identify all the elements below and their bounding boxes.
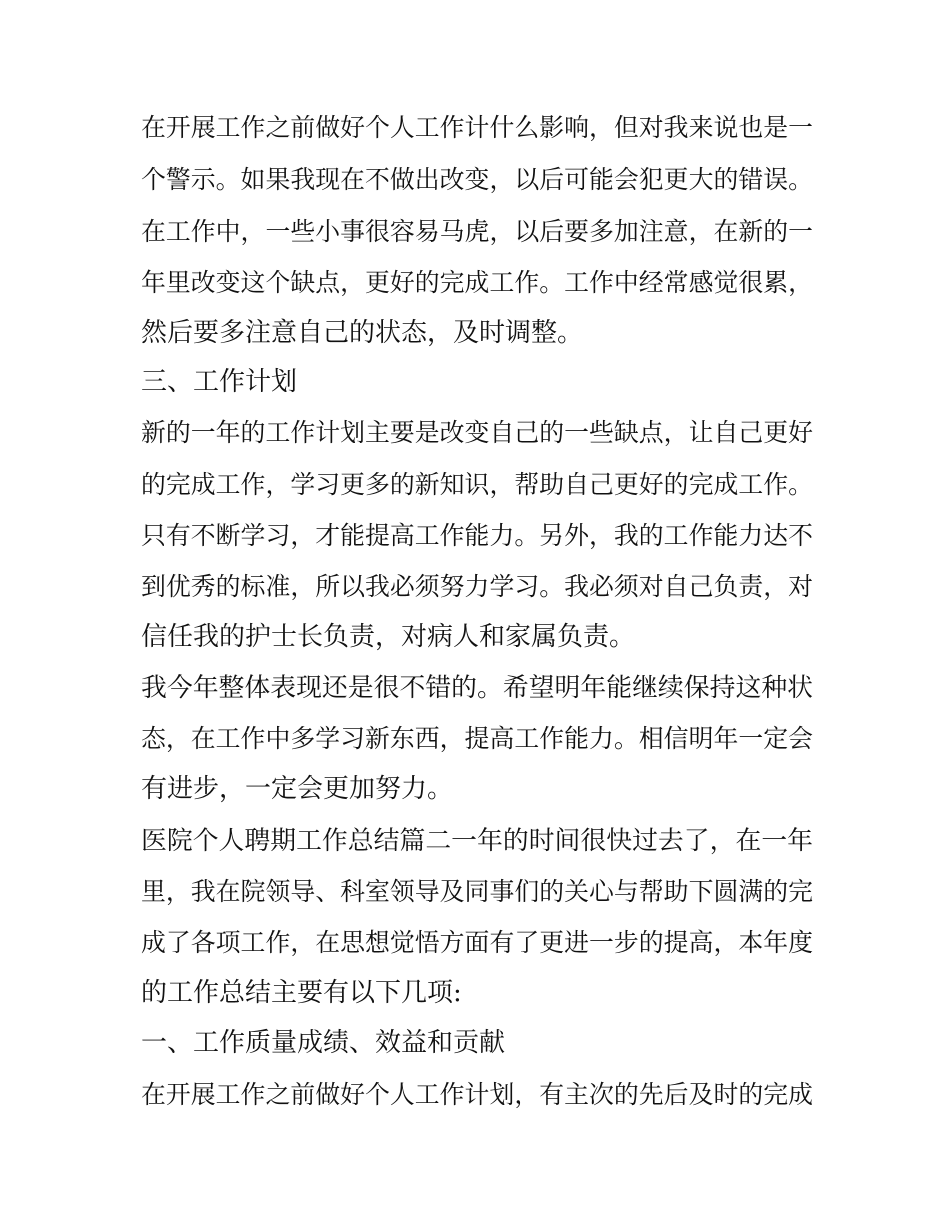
text-line: 然后要多注意自己的状态，及时调整。 xyxy=(141,318,584,348)
text-line: 新的一年的工作计划主要是改变自己的一些缺点，让自己更好 xyxy=(141,418,813,447)
text-line: 成了各项工作，在思想觉悟方面有了更进一步的提高，本年度 xyxy=(141,928,813,957)
text-line: 年里改变这个缺点，更好的完成工作。工作中经常感觉很累， xyxy=(141,268,813,297)
text-line: 个警示。如果我现在不做出改变，以后可能会犯更大的错误。 xyxy=(141,165,813,194)
text-line: 有进步，一定会更加努力。 xyxy=(141,774,454,804)
text-line: 在开展工作之前做好个人工作计什么影响，但对我来说也是一 xyxy=(141,113,813,142)
text-line: 医院个人聘期工作总结篇二一年的时间很快过去了，在一年 xyxy=(141,826,813,856)
text-line: 我今年整体表现还是很不错的。希望明年能继续保持这种状 xyxy=(141,673,813,703)
text-line: 里，我在院领导、科室领导及同事们的关心与帮助下圆满的完 xyxy=(141,877,813,906)
text-line: 态，在工作中多学习新东西，提高工作能力。相信明年一定会 xyxy=(141,724,813,753)
text-line: 的工作总结主要有以下几项: xyxy=(141,978,462,1008)
section-heading: 一、工作质量成绩、效益和贡献 xyxy=(141,1028,506,1058)
text-line: 在开展工作之前做好个人工作计划，有主次的先后及时的完成 xyxy=(141,1080,813,1109)
text-line: 到优秀的标准，所以我必须努力学习。我必须对自己负责，对 xyxy=(141,572,813,601)
section-heading: 三、工作计划 xyxy=(141,367,298,397)
text-line: 信任我的护士长负责，对病人和家属负责。 xyxy=(141,622,636,652)
text-line: 在工作中，一些小事很容易马虎，以后要多加注意，在新的一 xyxy=(141,217,813,246)
text-line: 只有不断学习，才能提高工作能力。另外，我的工作能力达不 xyxy=(141,521,813,550)
text-line: 的完成工作，学习更多的新知识，帮助自己更好的完成工作。 xyxy=(141,470,813,499)
